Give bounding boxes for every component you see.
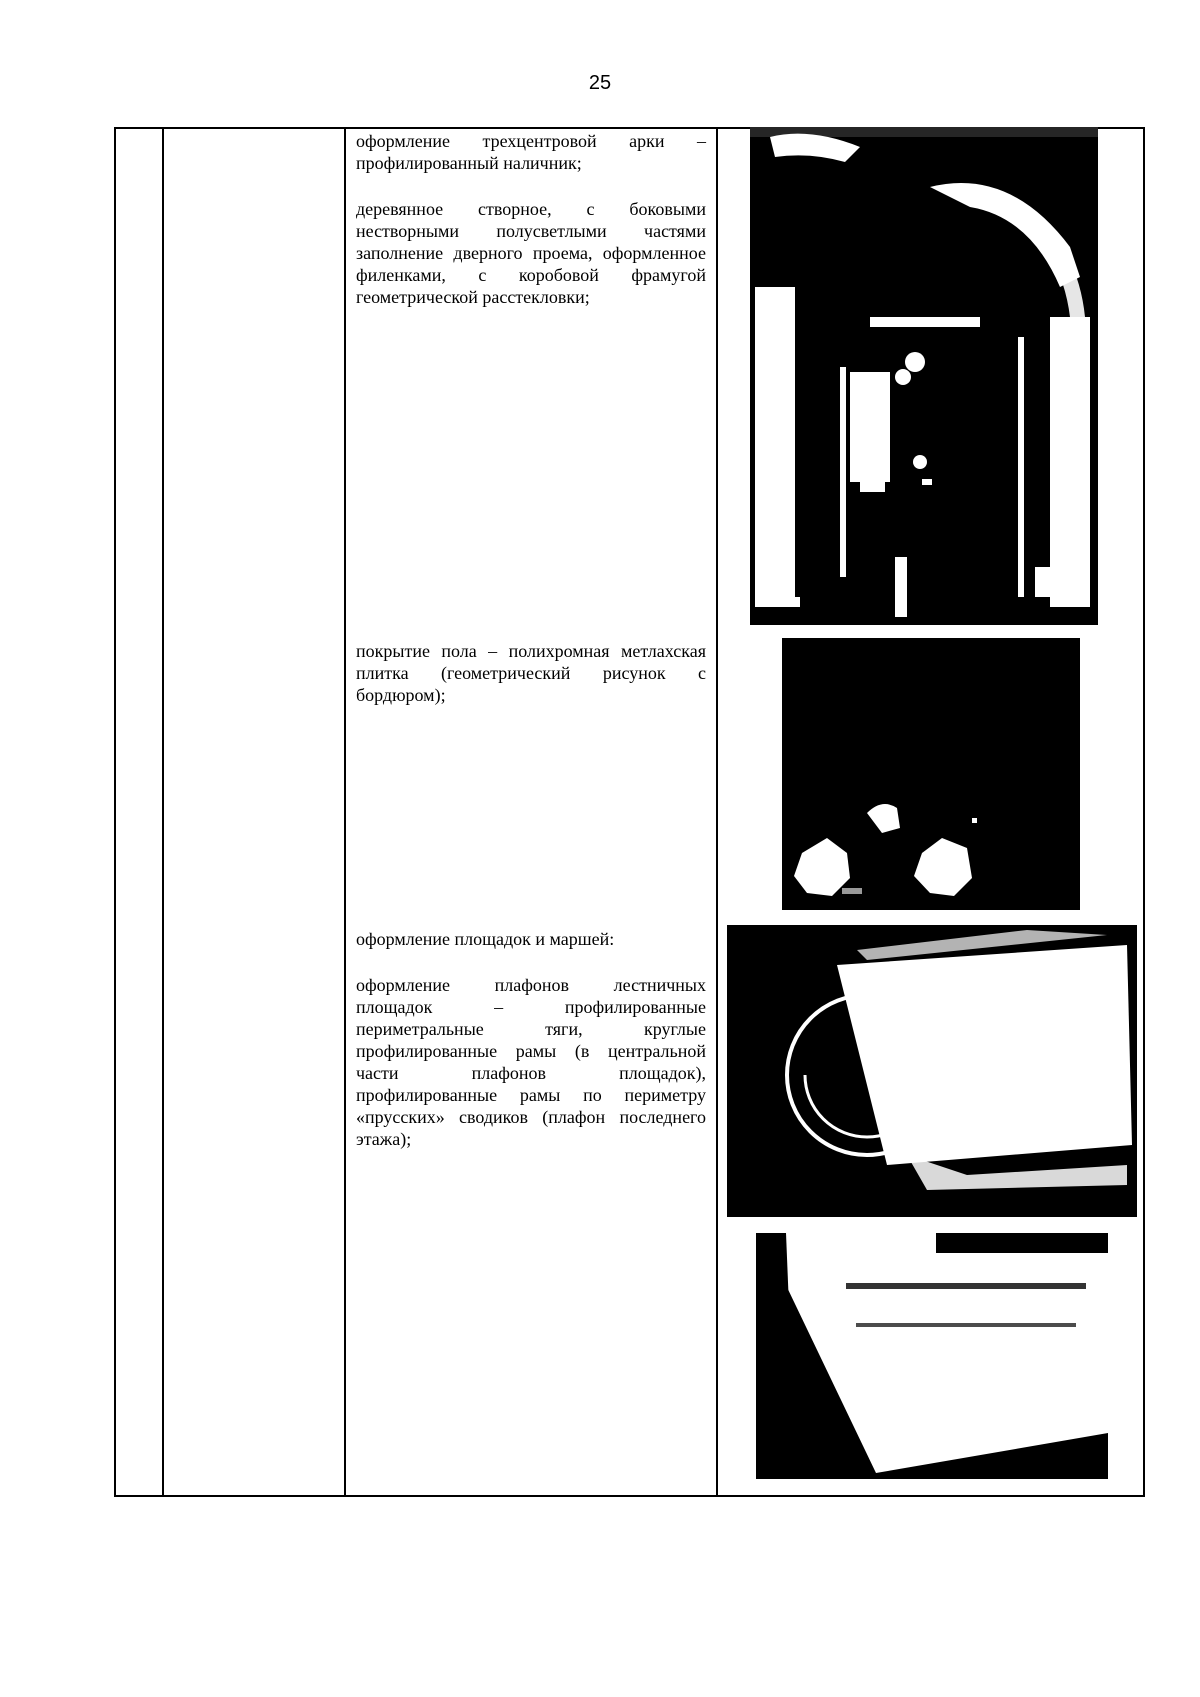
photo-ceiling-vaults	[756, 1233, 1108, 1479]
photo-arch-door	[750, 127, 1098, 625]
column-divider	[344, 127, 346, 1497]
page-number: 25	[588, 72, 612, 94]
photo-ceiling-round-frame	[727, 925, 1137, 1217]
description-ceilings: оформление плафонов лестничных площадок – профилированные периметральные тяги, круглые профилированные рамы (в центральной части плафонов площадок), профилированные рамы по периметру «прусских» сводиков (плафон последнего этажа);	[356, 975, 706, 1149]
description-door: деревянное створное, с боковыми нестворными полусветлыми частями заполнение дверного проема, оформленное филенками, с коробовой фрамугой геометрической расстекловки;	[356, 199, 706, 307]
description-arch: оформление трехцентровой арки – профилированный наличник;	[356, 131, 706, 173]
column-divider	[162, 127, 164, 1497]
photo-floor-tiles	[782, 638, 1080, 910]
description-stairs: оформление площадок и маршей:	[356, 929, 615, 949]
column-divider	[716, 127, 718, 1497]
description-floor: покрытие пола – полихромная метлахская плитка (геометрический рисунок с бордюром);	[356, 641, 706, 705]
